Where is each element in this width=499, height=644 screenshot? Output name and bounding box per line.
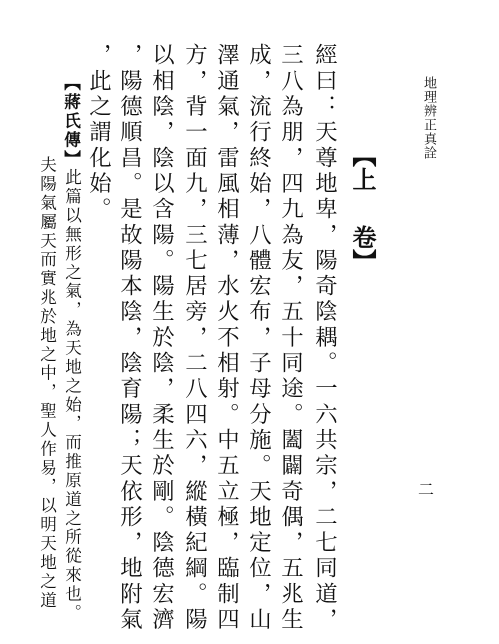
commentary-text-1: 此篇以無形之氣，為天地之始，而推原道之所從來也。	[62, 168, 82, 623]
main-text-column-4: 澤通氣，雷風相薄，水火不相射。中五立極，臨制四	[213, 43, 240, 633]
commentary-column-2	[38, 156, 55, 610]
commentary-tag: 【蔣氏傳】	[61, 74, 82, 169]
main-text-column-1: 經曰：天尊地卑，陽奇陰耦。一六共宗，二七同道，	[311, 43, 338, 633]
main-text-column-7: ，陽德順昌。是故陽本陰，陰育陽；天依形，地附氣	[116, 43, 143, 633]
commentary-column-1	[63, 74, 80, 623]
volume-heading-close: 卷】	[348, 225, 377, 273]
main-text-column-5: 方，背一面九，三七居旁，二八四六，縱橫紀綱。陽	[181, 43, 208, 633]
volume-heading	[348, 143, 377, 273]
main-text-column-2: 三八為朋，四九為友，五十同途。闔闢奇偶，五兆生	[277, 43, 304, 633]
main-text-column-6: 以相陰，陰以含陽。陽生於陰，柔生於剛。陰德宏濟	[148, 43, 175, 633]
main-text-column-8: ，此之謂化始。	[85, 43, 112, 223]
commentary-text-2: 夫陽氣屬天而實兆於地之中，聖人作易，以明天地之道	[37, 156, 57, 611]
running-head: 地理辨正真詮	[421, 76, 436, 160]
volume-heading-open: 【上	[348, 143, 377, 191]
page-number: 二	[418, 480, 435, 499]
main-text-column-3: 成，流行終始，八體宏布，子母分施。天地定位，山	[245, 43, 272, 633]
